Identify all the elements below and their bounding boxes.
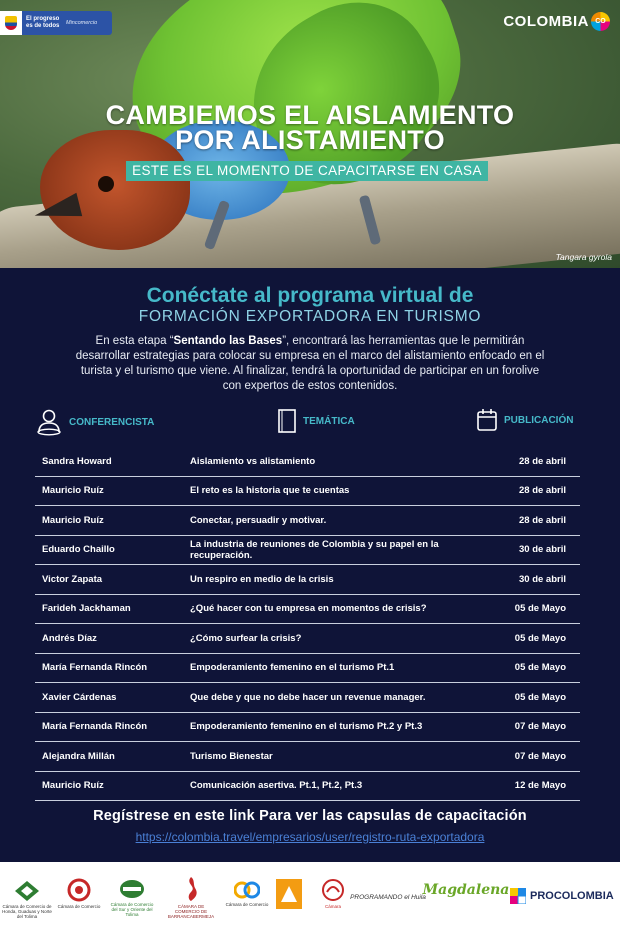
logo-camara-sur-tolima-label: Cámara de Comercio del Sur y Oriente del Tolima: [110, 902, 154, 917]
table-row: [35, 742, 580, 772]
logo-camara-barrancabermeja: [166, 876, 216, 919]
header-speaker: [35, 408, 154, 436]
camara-honda-icon: [14, 880, 40, 902]
register-link[interactable]: https://colombia.travel/empresarios/user/registro-ruta-exportadora: [135, 830, 485, 844]
table-row: [35, 713, 580, 743]
row-date: 05 de Mayo: [514, 691, 566, 703]
header-speaker-label: CONFERENCISTA: [69, 416, 155, 428]
gov-slogan: El progreso es de todos: [26, 16, 60, 29]
logo-procolombia: [510, 888, 616, 904]
row-date: 05 de Mayo: [514, 662, 566, 674]
row-date: 28 de abril: [519, 455, 566, 467]
table-row: [35, 447, 580, 477]
hero-title-line1: CAMBIEMOS EL AISLAMIENTO: [105, 100, 515, 130]
row-topic: El reto es la historia que te cuentas: [190, 485, 350, 497]
government-logo: [0, 11, 112, 35]
table-row: [35, 654, 580, 684]
logo-camara-2-label: Cámara de Comercio: [57, 904, 101, 909]
table-row: [35, 536, 580, 566]
logo-camara-5: [224, 880, 270, 907]
row-speaker: Sandra Howard: [42, 455, 112, 467]
row-date: 07 de Mayo: [514, 721, 566, 733]
program-subtitle: FORMACIÓN EXPORTADORA EN TURISMO: [138, 308, 482, 325]
header-date: [476, 408, 573, 432]
row-topic: Turismo Bienestar: [190, 750, 273, 762]
row-speaker: Farideh Jackhaman: [42, 603, 131, 615]
row-date: 28 de abril: [519, 485, 566, 497]
row-speaker: Andrés Díaz: [42, 632, 97, 644]
table-row: [35, 595, 580, 625]
row-speaker: Victor Zapata: [42, 573, 103, 585]
logo-camara-7-label: Cámara: [324, 904, 341, 909]
row-topic: Empoderamiento femenino en el turismo Pt.2 y Pt.3: [190, 721, 423, 733]
table-row: [35, 683, 580, 713]
camara-2-icon: [67, 878, 91, 902]
brand-badge-icon: CO: [591, 12, 610, 31]
hero-tagline-band: ESTE ES EL MOMENTO DE CAPACITARSE EN CASA: [126, 161, 488, 181]
camara-7-icon: [321, 878, 345, 902]
row-date: 05 de Mayo: [514, 603, 566, 615]
row-speaker: Mauricio Ruíz: [42, 485, 104, 497]
procolombia-icon: [510, 888, 526, 904]
register-text: Regístrese en este link Para ver las capsulas de capacitación: [93, 808, 527, 824]
description-stage-name: Sentando las Bases: [173, 335, 283, 347]
row-speaker: María Fernanda Rincón: [42, 662, 148, 674]
partner-logos: [0, 862, 620, 931]
header-date-label: PUBLICACIÓN: [504, 414, 574, 426]
row-topic: Que debe y que no debe hacer un revenue manager.: [190, 691, 426, 703]
row-date: 30 de abril: [519, 544, 566, 556]
logo-orange-badge: [274, 878, 304, 910]
row-date: 12 de Mayo: [514, 780, 566, 792]
row-topic: Un respiro en medio de la crisis: [190, 573, 334, 585]
logo-camara-sur-tolima: [108, 878, 156, 917]
description-post: ”, encontrará las herramientas que le permitirán desarrollar estrategias para colocar su empresa en el marco del alistamiento enfocado en el turista y el turismo que viene. Al finalizar, tendrá la oportunidad de participar en un forolive con expertos de estos contenidos.: [75, 335, 545, 392]
table-row: [35, 506, 580, 536]
logo-camara-2: [56, 878, 102, 909]
colombia-brand-logo: [503, 12, 610, 31]
row-topic: Comunicación asertiva. Pt.1, Pt.2, Pt.3: [190, 780, 363, 792]
header-topic-label: TEMÁTICA: [303, 415, 355, 427]
orange-badge-icon: [275, 878, 303, 910]
table-row: [35, 772, 580, 802]
description-pre: En esta etapa “: [95, 335, 174, 347]
logo-procolombia-label: PROCOLOMBIA: [530, 890, 614, 902]
row-date: 07 de Mayo: [514, 750, 566, 762]
row-speaker: Mauricio Ruíz: [42, 514, 104, 526]
row-topic: Conectar, persuadir y motivar.: [190, 514, 327, 526]
logo-camara-barrancabermeja-label: CÁMARA DE COMERCIO DE BARRANCABERMEJA: [167, 904, 215, 919]
bird-eye-image: [98, 176, 114, 192]
row-topic: Empoderamiento femenino en el turismo Pt.1: [190, 662, 395, 674]
row-date: 28 de abril: [519, 514, 566, 526]
program-title: Conéctate al programa virtual de: [146, 284, 474, 307]
row-topic: La industria de reuniones de Colombia y su papel en la recuperación.: [190, 538, 439, 561]
row-topic: Aislamiento vs alistamiento: [190, 455, 316, 467]
hero-title-line2: POR ALISTAMIENTO: [175, 125, 445, 155]
hero-banner: [0, 0, 620, 268]
calendar-icon: [476, 408, 498, 432]
row-topic: ¿Cómo surfear la crisis?: [190, 632, 302, 644]
ministry-name: Mincomercio: [66, 20, 98, 26]
hero-title: [0, 100, 620, 155]
logo-magdalena-label: Magdalena: [422, 882, 510, 898]
logo-programando-huila-label: PROGRAMANDO el Huila: [350, 894, 426, 901]
row-date: 30 de abril: [519, 573, 566, 585]
schedule-table: [35, 447, 580, 801]
row-speaker: María Fernanda Rincón: [42, 721, 148, 733]
row-speaker: Eduardo Chaillo: [42, 544, 115, 556]
logo-camara-7: [318, 878, 348, 909]
row-speaker: Xavier Cárdenas: [42, 691, 117, 703]
camara-barrancabermeja-icon: [181, 876, 201, 902]
row-speaker: Mauricio Ruíz: [42, 780, 104, 792]
camara-5-icon: [234, 880, 260, 900]
book-icon: [277, 408, 297, 434]
table-row: [35, 624, 580, 654]
colombia-shield-icon: [0, 11, 22, 35]
row-date: 05 de Mayo: [514, 632, 566, 644]
table-row: [35, 565, 580, 595]
camara-sur-tolima-icon: [119, 878, 145, 900]
program-description: [70, 334, 550, 394]
logo-camara-5-label: Cámara de Comercio: [225, 902, 269, 907]
logo-camara-honda-label: Cámara de Comercio de Honda, Guaduas y Norte del Tolima: [2, 904, 52, 919]
photo-caption: Tangara gyrola: [555, 252, 612, 262]
brand-word: COLOMBIA: [503, 13, 589, 30]
table-row: [35, 477, 580, 507]
logo-magdalena: [422, 882, 510, 898]
row-speaker: Alejandra Millán: [42, 750, 115, 762]
header-topic: [277, 408, 355, 434]
logo-programando-huila: [350, 892, 426, 902]
person-icon: [35, 408, 63, 436]
row-topic: ¿Qué hacer con tu empresa en momentos de crisis?: [190, 603, 427, 615]
logo-camara-honda: [2, 880, 52, 919]
